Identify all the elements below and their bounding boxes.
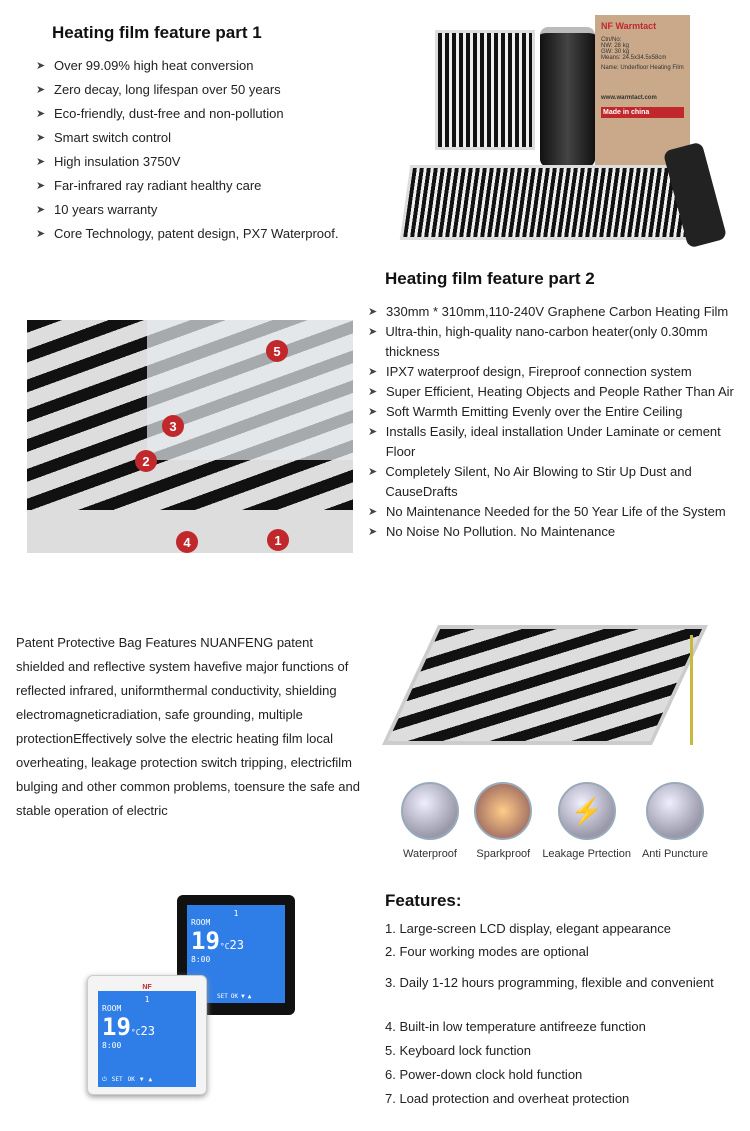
list-item xyxy=(36,58,338,82)
feature-item: 1. Large-screen LCD display, elegant appearance xyxy=(385,921,671,936)
part1-list xyxy=(36,58,338,250)
box-ctn: Ctn/No: xyxy=(601,37,622,43)
arrow-icon: ➤ xyxy=(368,466,378,478)
layer-badge: 1 xyxy=(267,529,289,551)
item-text: Core Technology, patent design, PX7 Waterproof. xyxy=(54,226,339,241)
lightning-icon: ⚡ xyxy=(558,782,616,840)
list-item xyxy=(36,226,338,250)
box-made: Made in china xyxy=(601,107,684,118)
film-layers-image xyxy=(27,320,353,553)
icon-anti-puncture xyxy=(635,782,715,860)
nf-logo: NF xyxy=(142,984,152,991)
lcd-screen xyxy=(98,991,196,1087)
ok-button[interactable]: OK xyxy=(127,1076,135,1083)
product-rolls-image xyxy=(395,15,745,250)
film-roll xyxy=(540,27,595,167)
list-item xyxy=(368,362,746,382)
puncture-icon xyxy=(646,782,704,840)
mode: 1 xyxy=(144,995,150,1004)
item-text: 10 years warranty xyxy=(54,202,158,217)
arrow-icon: ➤ xyxy=(36,156,46,168)
down-icon[interactable]: ▼ xyxy=(139,1076,144,1083)
item-text: Over 99.09% high heat conversion xyxy=(54,58,254,73)
list-item xyxy=(36,202,338,226)
film-wiring-image xyxy=(390,625,735,775)
arrow-icon: ➤ xyxy=(36,204,46,216)
item-text: No Noise No Pollution. No Maintenance xyxy=(386,524,616,539)
icon-label: Sparkproof xyxy=(476,848,531,860)
icon-leakage xyxy=(542,782,632,860)
box-gw: GW: 30 kg xyxy=(601,49,630,55)
arrow-icon: ➤ xyxy=(368,506,378,518)
unit: °C xyxy=(219,942,230,951)
time: 8:00 xyxy=(191,955,211,964)
list-item xyxy=(368,402,746,422)
part1-title: Heating film feature part 1 xyxy=(52,23,262,42)
arrow-icon: ➤ xyxy=(368,426,378,438)
features-list xyxy=(385,921,725,1115)
arrow-icon: ➤ xyxy=(368,366,378,378)
features-title: Features: xyxy=(385,891,462,910)
box-nw: NW: 28 kg xyxy=(601,43,629,49)
item-text: Installs Easily, ideal installation Under Laminate or cement Floor xyxy=(385,424,721,459)
list-item xyxy=(36,178,338,202)
water-drop-icon xyxy=(401,782,459,840)
list-item xyxy=(368,522,746,542)
item-text: Completely Silent, No Air Blowing to Stir Up Dust and CauseDrafts xyxy=(385,464,692,499)
item-text: Smart switch control xyxy=(54,130,172,145)
list-item xyxy=(36,82,338,106)
mode: 1 xyxy=(233,909,239,918)
up-icon[interactable]: ▲ xyxy=(247,993,252,1000)
list-item xyxy=(36,130,338,154)
list-item xyxy=(368,462,746,502)
layer-badge: 5 xyxy=(266,340,288,362)
film-sheet xyxy=(435,30,535,150)
feature-item: 7. Load protection and overheat protection xyxy=(385,1091,630,1106)
set-temp: 23 xyxy=(140,1024,155,1038)
feature-icons xyxy=(395,782,715,860)
list-item xyxy=(368,422,746,462)
feature-item: 2. Four working modes are optional xyxy=(385,944,589,959)
layer-badge: 4 xyxy=(176,531,198,553)
icon-waterproof xyxy=(395,782,465,860)
list-item xyxy=(368,382,746,402)
item-text: High insulation 3750V xyxy=(54,154,181,169)
room-temp: 19 xyxy=(191,927,220,955)
item-text: Super Efficient, Heating Objects and People Rather Than Air xyxy=(386,384,734,399)
protective-layer xyxy=(147,320,353,460)
list-item xyxy=(368,322,746,362)
room-label: ROOM xyxy=(191,918,211,927)
arrow-icon: ➤ xyxy=(36,180,46,192)
item-text: Soft Warmth Emitting Evenly over the Entire Ceiling xyxy=(386,404,683,419)
part2-list xyxy=(368,302,746,542)
unit: °C xyxy=(130,1028,141,1037)
item-text: 330mm * 310mm,110-240V Graphene Carbon Heating Film xyxy=(386,304,729,319)
power-icon[interactable]: ⏻ xyxy=(102,1076,107,1083)
film-panel xyxy=(382,625,708,745)
layer-badge: 2 xyxy=(135,450,157,472)
icon-label: Anti Puncture xyxy=(641,848,708,860)
time: 8:00 xyxy=(102,1041,122,1050)
arrow-icon: ➤ xyxy=(36,228,46,240)
room-temp: 19 xyxy=(102,1013,131,1041)
arrow-icon: ➤ xyxy=(36,60,46,72)
up-icon[interactable]: ▲ xyxy=(148,1076,153,1083)
item-text: Eco-friendly, dust-free and non-pollution xyxy=(54,106,284,121)
list-item xyxy=(368,502,746,522)
item-text: Ultra-thin, high-quality nano-carbon heater(only 0.30mm thickness xyxy=(385,324,708,359)
set-button[interactable]: SET xyxy=(217,993,228,1000)
feature-item: 3. Daily 1-12 hours programming, flexible and convenient xyxy=(385,975,714,990)
ok-button[interactable]: OK xyxy=(230,993,239,1000)
icon-label: Waterproof xyxy=(402,848,457,860)
list-item xyxy=(368,302,746,322)
feature-item: 5. Keyboard lock function xyxy=(385,1043,531,1058)
spark-icon xyxy=(474,782,532,840)
item-text: No Maintenance Needed for the 50 Year Life of the System xyxy=(386,504,726,519)
arrow-icon: ➤ xyxy=(368,406,378,418)
down-icon[interactable]: ▼ xyxy=(241,993,245,1000)
wire xyxy=(690,635,693,745)
feature-item: 6. Power-down clock hold function xyxy=(385,1067,583,1082)
arrow-icon: ➤ xyxy=(368,306,378,318)
icon-sparkproof xyxy=(468,782,538,860)
arrow-icon: ➤ xyxy=(36,108,46,120)
box-site: www.warmtact.com xyxy=(601,95,657,101)
set-temp: 23 xyxy=(229,938,244,952)
film-sheet-bottom xyxy=(400,165,706,240)
item-text: IPX7 waterproof design, Fireproof connection system xyxy=(386,364,692,379)
box-name: Name: Underfloor Heating Film xyxy=(601,65,684,71)
thermostat-white xyxy=(87,975,207,1095)
feature-item: 4. Built-in low temperature antifreeze function xyxy=(385,1019,646,1034)
part2-title: Heating film feature part 2 xyxy=(385,269,595,288)
product-box xyxy=(595,15,690,165)
list-item xyxy=(36,154,338,178)
item-text: Far-infrared ray radiant healthy care xyxy=(54,178,262,193)
box-means: Means: 24.5x34.5x58cm xyxy=(601,55,667,61)
patent-description: Patent Protective Bag Features NUANFENG patent shielded and reflective system havefive major functions of reflected infrared, uniformthermal conductivity, shielding electromagneticradiation, safe grounding, multiple protectionEffectively solve the electric heating film local overheating, leakage protection switch tripping, electricfilm bulging and other common problems, toensure the safe and stable operation of electric xyxy=(16,635,360,818)
list-item xyxy=(36,106,338,130)
arrow-icon: ➤ xyxy=(36,132,46,144)
item-text: Zero decay, long lifespan over 50 years xyxy=(54,82,281,97)
box-brand: NF Warmtact xyxy=(601,21,657,31)
arrow-icon: ➤ xyxy=(368,326,378,338)
arrow-icon: ➤ xyxy=(36,84,46,96)
layer-badge: 3 xyxy=(162,415,184,437)
room-label: ROOM xyxy=(102,1004,122,1013)
arrow-icon: ➤ xyxy=(368,526,378,538)
set-button[interactable]: SET xyxy=(111,1076,123,1083)
icon-label: Leakage Prtection xyxy=(542,848,631,860)
arrow-icon: ➤ xyxy=(368,386,378,398)
